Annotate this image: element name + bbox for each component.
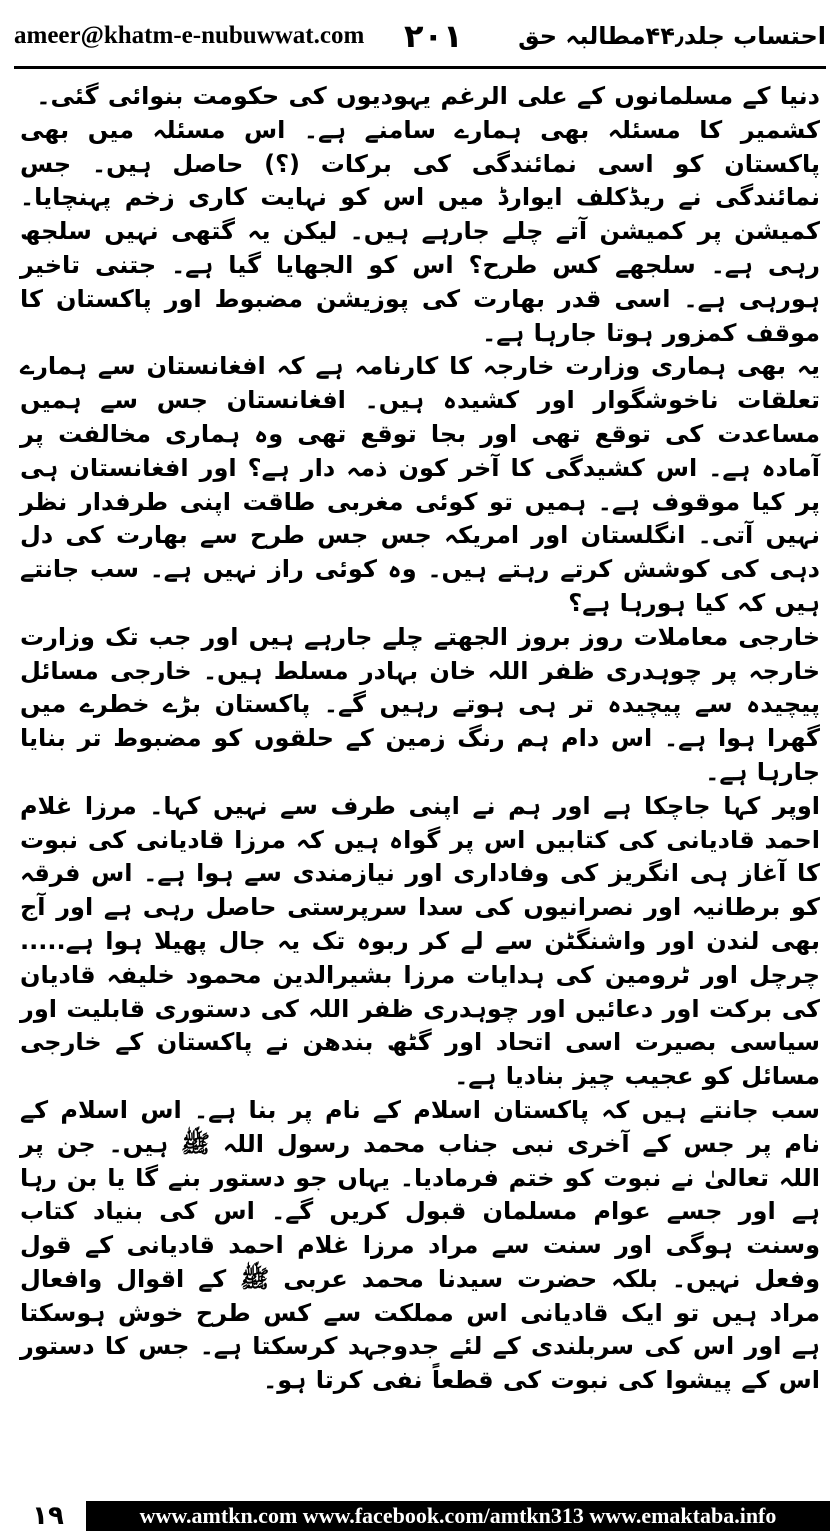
header-page-number: ۲۰۱: [404, 17, 463, 55]
body-text: [20, 80, 820, 1398]
footer-url-bar: www.amtkn.com www.facebook.com/amtkn313 www.emaktaba.info: [86, 1501, 830, 1531]
paragraph: سب جانتے ہیں کہ پاکستان اسلام کے نام پر بنا ہے۔ اس اسلام کے نام پر جس کے آخری نبی جناب محمد رسول اللہ ﷺ ہیں۔ جن پر اللہ تعالیٰ نے نبوت کو ختم فرمادیا۔ یہاں جو دستور بنے گا یا بن رہا ہے اور جسے عوام مسلمان قبول کریں گے۔ اس کی بنیاد کتاب وسنت ہوگی اور سنت سے مراد مرزا غلام احمد قادیانی کے قول وفعل نہیں۔ بلکہ حضرت سیدنا محمد عربی ﷺ کے اقوال وافعال مراد ہیں تو ایک قادیانی اس مملکت سے کس طرح خوش ہوسکتا ہے اور اس کی سربلندی کے لئے جدوجہد کرسکتا ہے۔ جس کا دستور اس کے پیشوا کی نبوت کی قطعاً نفی کرتا ہو۔: [20, 1095, 820, 1395]
paragraph: خارجی معاملات روز بروز الجھتے چلے جارہے ہیں اور جب تک وزارت خارجہ پر چوہدری ظفر اللہ خان بہادر مسلط ہیں۔ خارجی مسائل پیچیدہ سے پیچیدہ تر ہی ہوتے رہیں گے۔ پاکستان بڑے خطرے میں گھرا ہوا ہے۔ اس دام ہم رنگ زمین کے حلقوں کو مضبوط تر بنایا جارہا ہے۔: [20, 622, 821, 786]
page-header: [14, 14, 826, 58]
paragraph: یہ بھی ہماری وزارت خارجہ کا کارنامہ ہے کہ افغانستان سے ہمارے تعلقات ناخوشگوار اور کشیدہ ہیں۔ افغانستان جس سے ہمیں مساعدت کی توقع تھی اور بجا توقع تھی وہ ہماری مخالفت پر آمادہ ہے۔ اس کشیدگی کا آخر کون ذمہ دار ہے؟ اور افغانستان ہی پر کیا موقوف ہے۔ ہمیں تو کوئی مغربی طاقت اپنی طرفدار نظر نہیں آتی۔ انگلستان اور امریکہ جس جس طرح سے بھارت کی دل دہی کی کوشش کرتے رہتے ہیں۔ وہ کوئی راز نہیں ہے۔ سب جانتے ہیں کہ کیا ہورہا ہے؟: [20, 352, 820, 617]
page-footer: [10, 1498, 830, 1534]
paragraph: کشمیر کا مسئلہ بھی ہمارے سامنے ہے۔ اس مسئلہ میں بھی پاکستان کو اسی نمائندگی کی برکات (؟) حاصل ہیں۔ جس نمائندگی نے ریڈکلف ایوارڈ میں اس کو نہایت کاری زخم پہنچایا۔ کمیشن پر کمیشن آتے چلے جارہے ہیں۔ لیکن یہ گتھی نہیں سلجھ رہی ہے۔ سلجھے کس طرح؟ اس کو الجھایا گیا ہے۔ جتنی تاخیر ہورہی ہے۔ اسی قدر بھارت کی پوزیشن مضبوط اور پاکستان کا موقف کمزور ہوتا جارہا ہے۔: [20, 115, 820, 347]
paragraph: اوپر کہا جاچکا ہے اور ہم نے اپنی طرف سے نہیں کہا۔ مرزا غلام احمد قادیانی کی کتابیں اس پر گواہ ہیں کہ مرزا قادیانی کی نبوت کا آغاز ہی انگریز کی وفاداری اور نیازمندی سے ہوا ہے۔ اس فرقہ کو برطانیہ اور نصرانیوں کی سدا سرپرستی حاصل رہی ہے اور آج بھی لندن اور واشنگٹن سے لے کر ربوہ تک یہ جال پھیلا ہوا ہے..... چرچل اور ٹرومین کی ہدایات مرزا بشیرالدین محمود خلیفہ قادیان کی برکت اور دعائیں اور چوہدری ظفر اللہ کی دستوری قابلیت اور سیاسی بصیرت اسی اتحاد اور گٹھ بندھن نے پاکستان کے خارجی مسائل کو عجیب چیز بنادیا ہے۔: [20, 791, 820, 1091]
footer-folio: ۱۹: [32, 1501, 64, 1531]
header-email: ameer@khatm-e-nubuwwat.com: [14, 22, 365, 49]
header-rule: [14, 66, 826, 69]
header-book-title: احتساب جلد۴۴٫مطالبہ حق: [518, 22, 826, 50]
paragraph: دنیا کے مسلمانوں کے علی الرغم یہودیوں کی حکومت بنوائی گئی۔: [36, 82, 820, 110]
